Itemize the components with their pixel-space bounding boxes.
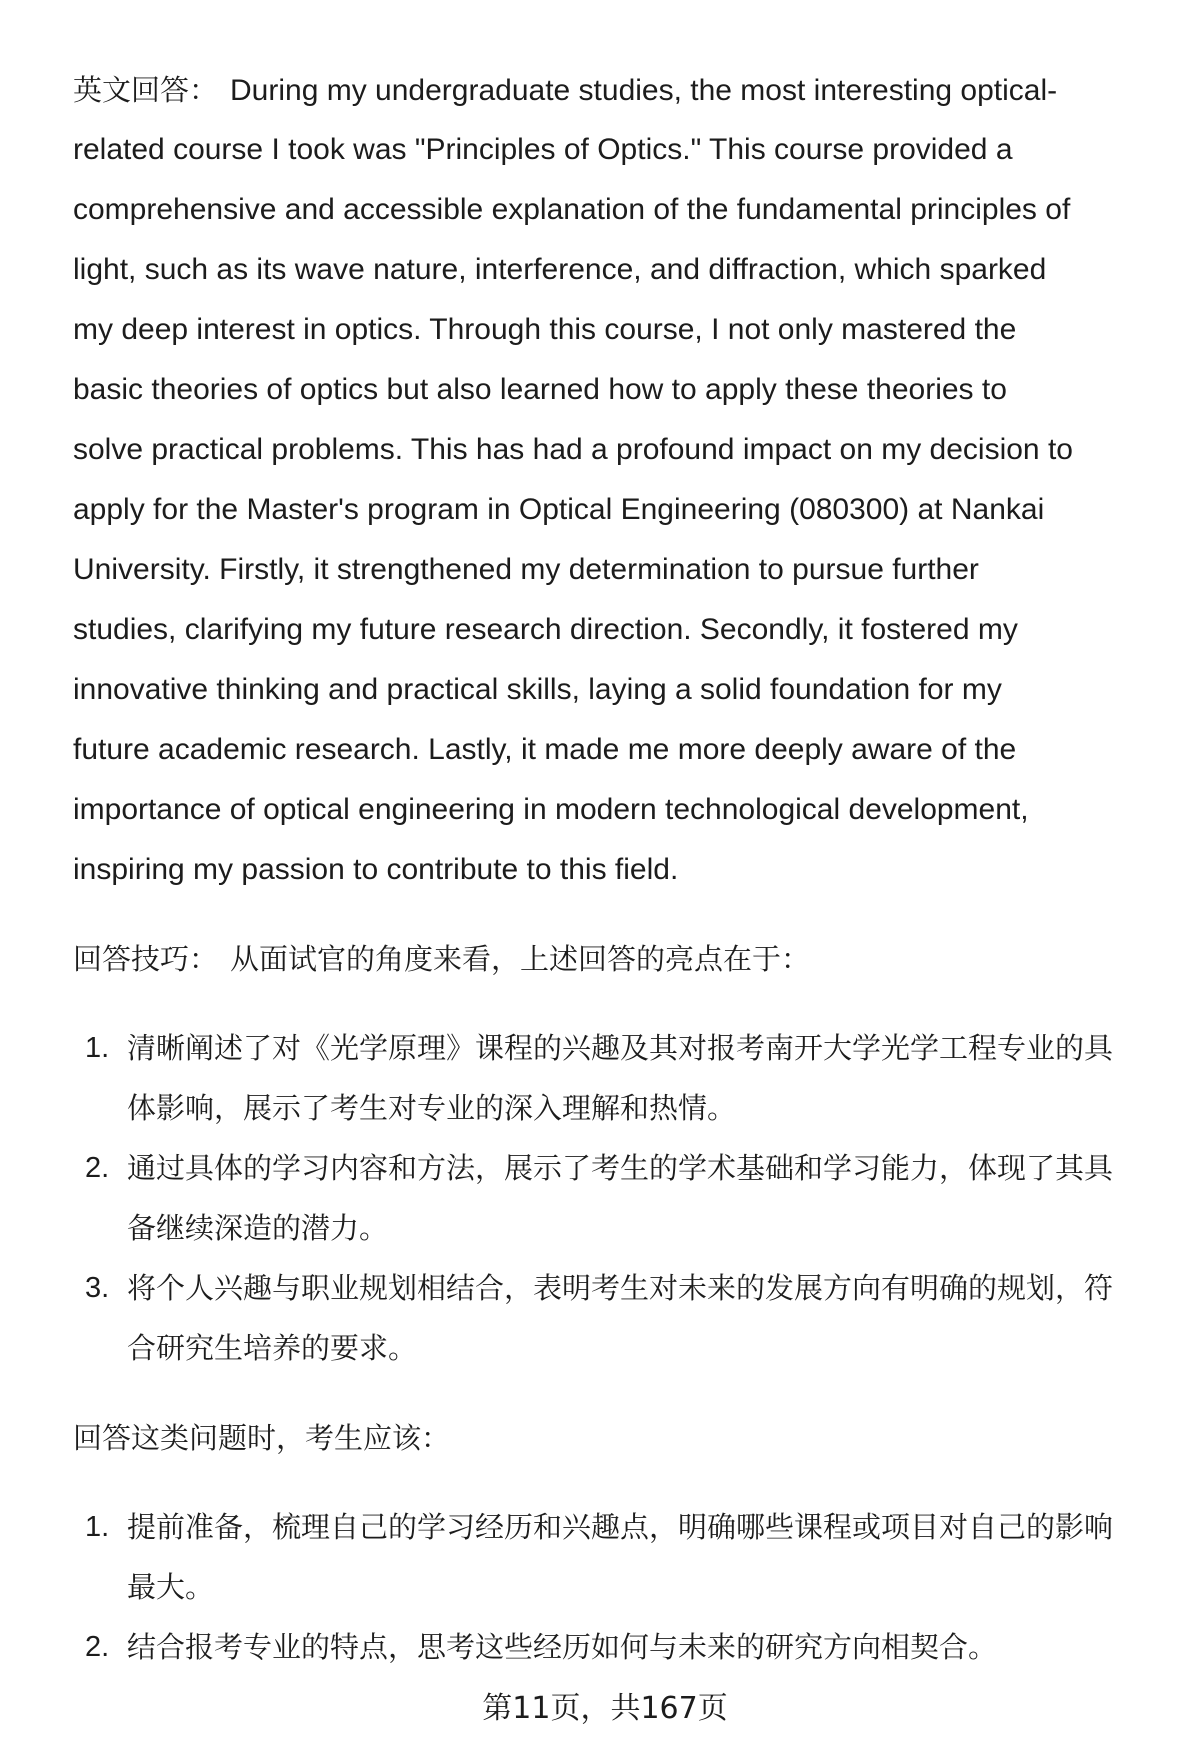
page-number: 第11页，共167页	[482, 1691, 728, 1726]
tips-section-heading	[73, 929, 1163, 989]
answer-line: innovative thinking and practical skills, laying a solid foundation for my	[73, 673, 1002, 706]
list-number: 2.	[85, 1152, 110, 1184]
list-item	[73, 1018, 1163, 1138]
list-item	[73, 1617, 1163, 1677]
answer-line: basic theories of optics but also learned how to apply these theories to	[73, 373, 1007, 406]
answer-label: 英文回答：	[73, 73, 219, 107]
list-item-line: 体影响，展示了考生对专业的深入理解和热情。	[127, 1091, 737, 1125]
tips-list	[73, 1018, 1163, 1378]
list-item-line: 将个人兴趣与职业规划相结合，表明考生对未来的发展方向有明确的规划，符	[127, 1271, 1114, 1305]
page-content	[73, 60, 1163, 1707]
answer-line: future academic research. Lastly, it made me more deeply aware of the	[73, 733, 1017, 766]
advice-heading: 回答这类问题时，考生应该：	[73, 1421, 451, 1455]
list-item-line: 最大。	[127, 1570, 215, 1604]
list-number: 3.	[85, 1272, 110, 1304]
answer-line: importance of optical engineering in modern technological development,	[73, 793, 1029, 826]
answer-line	[73, 60, 1163, 120]
list-number: 1.	[85, 1032, 110, 1064]
answer-line: solve practical problems. This has had a profound impact on my decision to	[73, 433, 1073, 466]
answer-line: my deep interest in optics. Through this course, I not only mastered the	[73, 313, 1017, 346]
answer-line: apply for the Master's program in Optical Engineering (080300) at Nankai	[73, 493, 1045, 526]
answer-line: light, such as its wave nature, interference, and diffraction, which sparked	[73, 253, 1047, 286]
answer-text: During my undergraduate studies, the most interesting optical-	[230, 74, 1058, 107]
list-item-line: 通过具体的学习内容和方法，展示了考生的学术基础和学习能力，体现了其具	[127, 1151, 1114, 1185]
advice-list	[73, 1497, 1163, 1677]
tips-intro: 从面试官的角度来看，上述回答的亮点在于：	[230, 942, 811, 976]
tips-heading-line	[73, 929, 1163, 989]
list-item	[73, 1497, 1163, 1617]
list-item	[73, 1138, 1163, 1258]
list-item-line: 清晰阐述了对《光学原理》课程的兴趣及其对报考南开大学光学工程专业的具	[127, 1031, 1114, 1065]
advice-section-heading	[73, 1408, 1163, 1468]
tips-label: 回答技巧：	[73, 942, 219, 976]
list-item	[73, 1258, 1163, 1378]
list-number: 2.	[85, 1631, 110, 1663]
answer-line: comprehensive and accessible explanation of the fundamental principles of	[73, 193, 1071, 226]
list-item-line: 结合报考专业的特点，思考这些经历如何与未来的研究方向相契合。	[127, 1630, 998, 1664]
answer-line: inspiring my passion to contribute to this field.	[73, 853, 679, 886]
answer-line: University. Firstly, it strengthened my determination to pursue further	[73, 553, 979, 586]
answer-line: studies, clarifying my future research direction. Secondly, it fostered my	[73, 613, 1018, 646]
english-answer	[73, 60, 1163, 900]
list-number: 1.	[85, 1511, 110, 1543]
list-item-line: 备继续深造的潜力。	[127, 1211, 389, 1245]
list-item-line: 提前准备，梳理自己的学习经历和兴趣点，明确哪些课程或项目对自己的影响	[127, 1510, 1114, 1544]
answer-line: related course I took was "Principles of Optics." This course provided a	[73, 133, 1013, 166]
list-item-line: 合研究生培养的要求。	[127, 1331, 418, 1365]
